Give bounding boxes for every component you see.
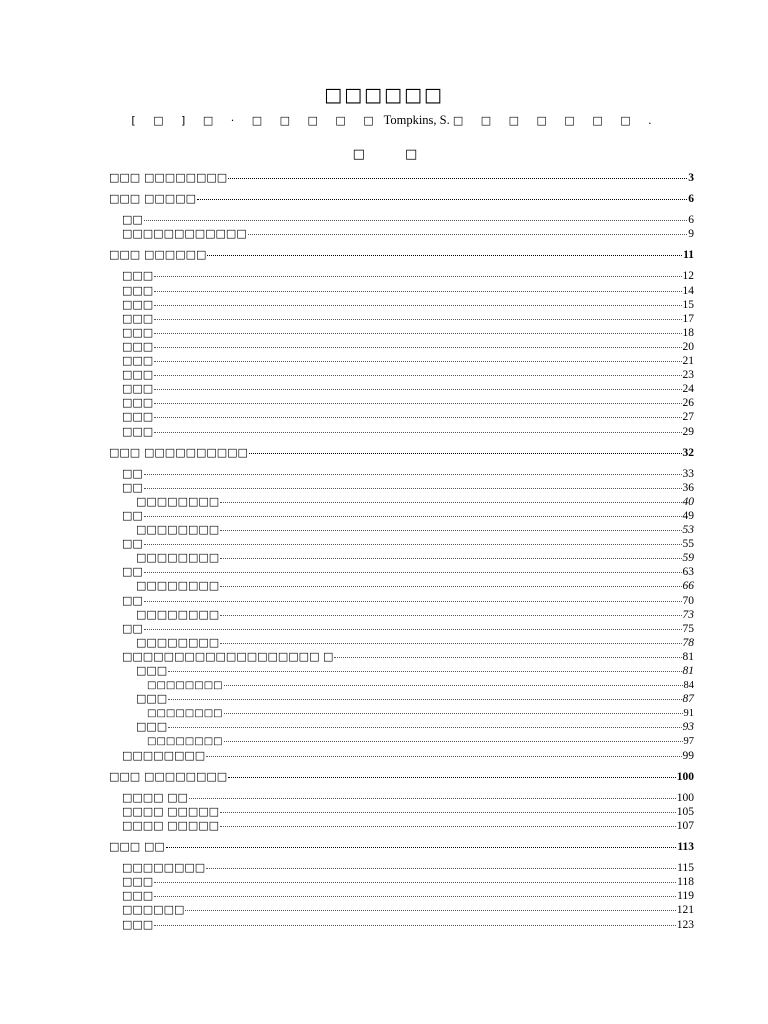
toc-entry-label: □□□ □□□□□ [109,192,196,206]
toc-page-number: 23 [682,369,694,382]
toc-page-number: 49 [682,509,694,522]
toc-leader-dots [154,281,681,292]
toc-entry-label: □□□□□□□□□□□□□□□□□□□ □ [122,649,334,663]
toc-page-number: 59 [682,552,694,565]
toc-leader-dots [144,562,682,573]
toc-leader-dots [144,534,682,545]
toc-page-number: 113 [677,841,694,854]
toc-leader-dots [168,717,681,728]
toc-page-number: 18 [682,326,694,339]
toc-page-number: 11 [683,249,694,262]
toc-page-number: 105 [676,805,694,818]
toc-page-number: 9 [688,228,694,241]
toc-entry-label: □□□ [122,283,154,297]
toc-chapter-entry[interactable] [109,247,694,261]
toc-entry-label: □□□□□□□□□□□□ [122,227,247,241]
toc-page-number: 87 [682,693,694,706]
toc-leader-dots [144,478,682,489]
toc-leader-dots [154,886,676,897]
toc-page-number: 27 [682,411,694,424]
toc-page-number: 123 [676,918,694,931]
toc-page-number: 70 [682,594,694,607]
toc-leader-dots [220,816,676,827]
toc-entry-label: □□ [122,480,143,494]
document-title: □□□□□□ [324,84,444,106]
toc-page-number: 26 [682,397,694,410]
toc-leader-dots [220,633,681,644]
toc-leader-dots [154,295,681,306]
toc-entry-label: □□□ □□ [109,840,165,854]
toc-entry-label: □□□ [122,424,154,438]
toc-chapter-entry[interactable] [109,170,694,184]
toc-leader-dots [224,675,683,686]
toc-leader-dots [168,689,681,700]
toc-entry-label: □□□ [122,368,154,382]
toc-leader-dots [168,661,681,672]
toc-entry-label: □□□ [122,410,154,424]
byline-author-name: Tompkins, S. [383,113,450,127]
toc-entry-label: □□ [122,537,143,551]
toc-entry-label: □□□□ □□□□□ [122,818,220,832]
toc-leader-dots [154,915,676,926]
author-byline [0,113,768,128]
toc-entry-label: □□□□□□□□ [136,494,220,508]
toc-leader-dots [189,788,676,799]
toc-page-number: 121 [676,904,694,917]
toc-leader-dots [206,746,681,757]
toc-page-number: 33 [682,467,694,480]
toc-page-number: 100 [676,791,694,804]
toc-page-number: 53 [682,524,694,537]
toc-entry-label: □□□□□□□□ [136,635,220,649]
toc-page-number: 73 [682,608,694,621]
toc-entry-label: □□□□□□□□ [147,708,223,720]
toc-page-number: 97 [683,736,694,748]
toc-entry-label: □□□□□□□□ [122,748,206,762]
toc-leader-dots [154,407,681,418]
toc-leader-dots [154,323,681,334]
toc-page-number: 15 [682,298,694,311]
toc-leader-dots [224,731,683,742]
toc-leader-dots [220,576,681,587]
toc-leader-dots [220,605,681,616]
toc-entry-label: □□□□□□□□ [136,579,220,593]
toc-leader-dots [144,506,682,517]
toc-page-number: 115 [677,862,694,875]
toc-page-number: 3 [688,172,694,184]
toc-leader-dots [144,210,687,221]
toc-leader-dots [166,837,677,848]
toc-leader-dots [154,365,681,376]
toc-leader-dots [154,422,681,433]
toc-entry-label: □□ [122,213,143,227]
toc-entry[interactable] [109,424,694,438]
toc-leader-dots [207,245,682,256]
byline-prefix: [ □ ] □ · □ □ □ □ □ [131,114,381,127]
toc-entry-label: □□□ [122,917,154,931]
toc-page-number: 91 [683,708,694,720]
toc-entry-label: □□ [122,508,143,522]
toc-entry-label: □□□ [136,664,168,677]
toc-entry-label: □□□ □□□□□□□□□□ [109,445,248,459]
toc-entry-label: □□□ [136,720,168,734]
toc-entry-label: □□□ [122,269,154,283]
toc-page-number: 36 [682,481,694,494]
toc-entry-label: □□□□□□□□ [136,607,220,621]
toc-leader-dots [144,464,682,475]
toc-entry-label: □□ [122,466,143,480]
toc-page-number: 55 [682,538,694,551]
toc-page-number: 84 [683,680,694,692]
byline-suffix: □ □ □ □ □ □ □ . [452,114,659,127]
toc-entry-label: □□□ [122,297,154,311]
toc-entry-label: □□□□□□ [122,903,185,917]
toc-leader-dots [185,900,675,911]
toc-page-number: 6 [688,193,694,206]
toc-page-number: 63 [682,566,694,579]
toc-chapter-entry[interactable] [109,191,694,205]
toc-chapter-entry[interactable] [109,769,694,783]
toc-leader-dots [206,858,676,869]
toc-page-number: 78 [682,636,694,649]
toc-leader-dots [220,802,676,813]
toc-page-number: 14 [682,284,694,297]
toc-leader-dots [228,168,687,179]
toc-leader-dots [224,703,683,714]
toc-entry-label: □□□□□□□□ [136,551,220,565]
toc-leader-dots [154,337,681,348]
toc-entry-label: □□□ [122,311,154,325]
toc-page-number: 100 [676,770,694,783]
toc-entry-label: □□□ [122,889,154,903]
toc-page-number: 81 [682,650,694,663]
toc-entry-label: □□ [122,621,143,635]
toc-entry-label: □□□ [122,396,154,410]
toc-entry-label: □□□ [136,692,168,706]
toc-leader-dots [154,379,681,390]
toc-entry[interactable] [109,917,694,931]
toc-entry[interactable] [109,748,694,762]
toc-page-number: 12 [682,270,694,283]
contents-heading: □ □ [352,147,436,162]
toc-page-number: 66 [682,580,694,593]
toc-entry-label: □□□□ □□□□□ [122,804,220,818]
toc-entry-label: □□ [122,593,143,607]
toc-entry-label: □□□ [122,339,154,353]
toc-entry-label: □□□ □□□□□□ [109,248,207,262]
toc-entry-label: □□□ [122,382,154,396]
toc-page-number: 17 [682,312,694,325]
toc-leader-dots [154,872,676,883]
toc-page-number: 32 [682,446,694,459]
toc-page-number: 24 [682,383,694,396]
toc-entry-label: □□□□ □□ [122,790,188,804]
toc-leader-dots [197,189,687,200]
toc-entry[interactable] [109,226,694,240]
toc-leader-dots [144,591,682,602]
toc-leader-dots [154,266,681,277]
toc-leader-dots [154,309,681,320]
toc-entry-label: □□□□□□□□ [136,523,220,537]
toc-page-number: 75 [682,622,694,635]
toc-entry-label: □□□ [122,354,154,368]
toc-entry-label: □□ [122,565,143,579]
toc-entry-label: □□□ □□□□□□□□ [109,769,228,783]
toc-leader-dots [220,520,681,531]
toc-page-number: 118 [677,876,694,889]
toc-leader-dots [228,767,676,778]
toc-leader-dots [220,548,681,559]
toc-page-number: 93 [682,721,694,734]
toc-entry-label: □□□□□□□□ [147,736,223,748]
toc-page-number: 81 [682,665,694,677]
toc-leader-dots [144,619,682,630]
toc-chapter-entry[interactable] [109,445,694,459]
toc-page-number: 20 [682,340,694,353]
toc-leader-dots [154,351,681,362]
toc-page-number: 99 [682,749,694,762]
toc-leader-dots [154,393,681,404]
toc-chapter-entry[interactable] [109,839,694,853]
toc-leader-dots [220,492,681,503]
toc-page-number: 119 [677,890,694,903]
toc-entry-label: □□□ □□□□□□□□ [109,171,228,184]
toc-page-number: 29 [682,425,694,438]
toc-page-number: 6 [688,214,694,227]
toc-leader-dots [249,443,682,454]
toc-entry-label: □□□□□□□□ [147,680,223,692]
table-of-contents [109,170,694,931]
toc-leader-dots [248,224,688,235]
toc-entry[interactable] [109,818,694,832]
toc-entry-label: □□□ [122,325,154,339]
toc-page-number: 107 [676,819,694,832]
toc-entry-label: □□□□□□□□ [122,861,206,875]
toc-entry-label: □□□ [122,875,154,889]
toc-leader-dots [334,647,681,658]
toc-page-number: 21 [682,355,694,368]
toc-page-number: 40 [682,495,694,508]
